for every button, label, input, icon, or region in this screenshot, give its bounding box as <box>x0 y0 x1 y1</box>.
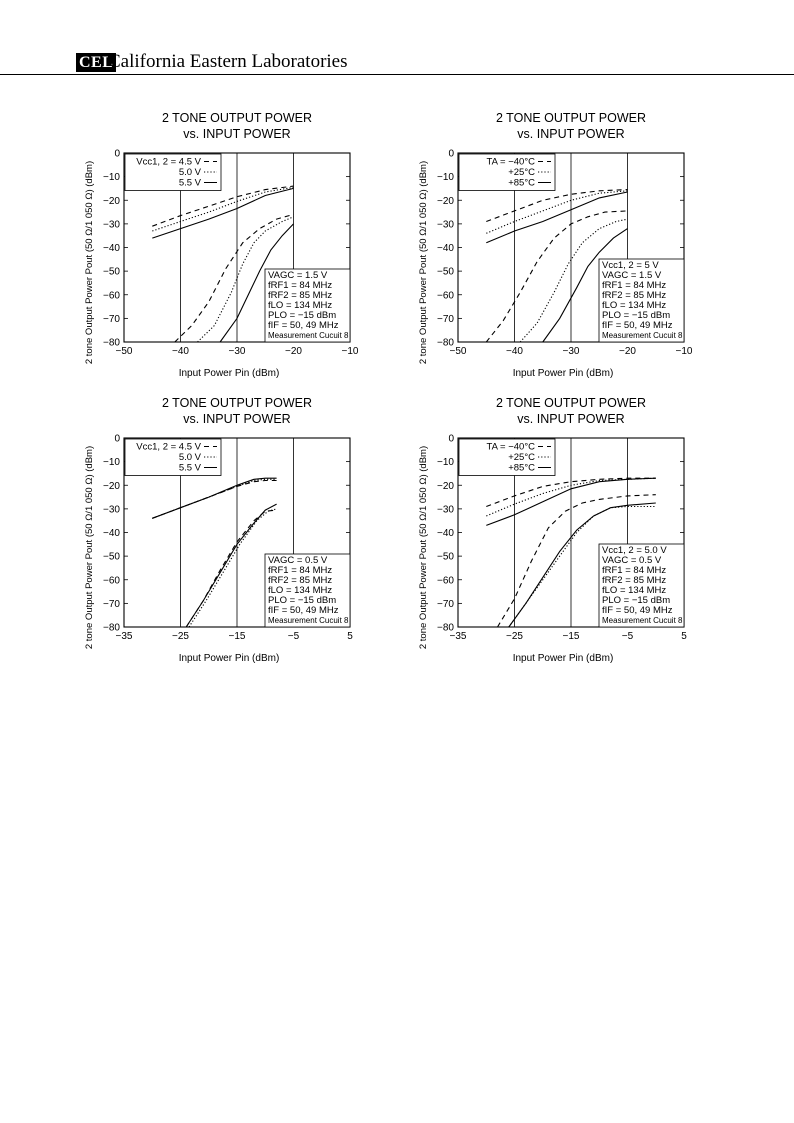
series-line <box>189 509 277 627</box>
condition-line: Measurement Cucuit 8 <box>268 331 349 340</box>
legend-entry: +85°C <box>508 462 535 474</box>
y-tick-label: −70 <box>103 313 120 325</box>
y-tick-label: 0 <box>114 433 120 445</box>
legend-entry: +85°C <box>508 177 535 189</box>
legend-entry: 5.0 V <box>178 167 201 178</box>
condition-line: PLO = −15 dBm <box>268 310 337 321</box>
condition-line: fRF1 = 84 MHz <box>602 565 667 576</box>
y-tick-label: −70 <box>437 598 454 610</box>
x-tick-label: 5 <box>681 631 687 642</box>
condition-line: VAGC = 1.5 V <box>602 270 662 281</box>
y-tick-label: −10 <box>103 457 120 469</box>
x-tick-label: −50 <box>115 346 133 357</box>
condition-line: fRF2 = 85 MHz <box>268 290 333 301</box>
condition-line: Measurement Cucuit 8 <box>602 331 683 340</box>
y-tick-label: −10 <box>103 172 120 184</box>
y-tick-label: −40 <box>437 528 454 539</box>
condition-line: Vcc1, 2 = 5.0 V <box>602 545 667 556</box>
y-tick-label: −60 <box>437 575 454 587</box>
condition-line: fIF = 50, 49 MHz <box>268 320 339 331</box>
condition-line: Measurement Cucuit 8 <box>602 616 683 625</box>
condition-line: fLO = 134 MHz <box>268 300 333 311</box>
series-line <box>152 188 293 238</box>
condition-line: PLO = −15 dBm <box>602 595 671 606</box>
y-tick-label: −50 <box>437 551 454 563</box>
x-tick-label: −10 <box>341 346 359 357</box>
x-tick-label: −30 <box>228 346 246 357</box>
series-line <box>152 479 276 518</box>
legend-entry: Vcc1, 2 = 4.5 V <box>136 441 201 453</box>
series-line <box>186 510 276 627</box>
condition-line: Measurement Cucuit 8 <box>268 616 349 625</box>
x-tick-label: −35 <box>449 631 467 642</box>
y-tick-label: −40 <box>103 243 120 254</box>
y-tick-label: −20 <box>437 480 454 492</box>
y-tick-label: −60 <box>437 290 454 302</box>
y-tick-label: −30 <box>103 219 120 231</box>
y-tick-label: −50 <box>437 266 454 278</box>
chart-title-line: vs. INPUT POWER <box>183 412 291 426</box>
x-tick-label: −10 <box>675 346 693 357</box>
condition-line: fLO = 134 MHz <box>602 300 667 311</box>
y-tick-label: −20 <box>103 480 120 492</box>
chart-title-line: 2 TONE OUTPUT POWER <box>495 111 647 125</box>
page-header <box>0 0 794 76</box>
y-tick-label: −30 <box>437 219 454 231</box>
condition-line: fIF = 50, 49 MHz <box>602 320 673 331</box>
y-tick-label: −80 <box>437 337 454 349</box>
condition-line: fRF1 = 84 MHz <box>268 565 333 576</box>
condition-line: VAGC = 1.5 V <box>268 270 328 281</box>
legend-entry: 5.5 V <box>178 177 201 189</box>
legend-entry: +25°C <box>508 452 535 463</box>
chart-title-line: 2 TONE OUTPUT POWER <box>161 111 313 125</box>
condition-line: fLO = 134 MHz <box>268 585 333 596</box>
y-tick-label: −10 <box>437 457 454 469</box>
y-tick-label: −50 <box>103 551 120 563</box>
chart-title-line: 2 TONE OUTPUT POWER <box>495 396 647 410</box>
chart-bottom-right <box>410 390 710 670</box>
y-tick-label: −10 <box>437 172 454 184</box>
x-tick-label: −30 <box>562 346 580 357</box>
x-tick-label: −15 <box>228 631 246 642</box>
y-tick-label: 0 <box>114 148 120 160</box>
x-axis-label: Input Power Pin (dBm) <box>512 368 614 379</box>
header-rule <box>0 74 794 75</box>
condition-line: Vcc1, 2 = 5 V <box>602 260 659 271</box>
condition-line: fRF2 = 85 MHz <box>268 575 333 586</box>
y-tick-label: −60 <box>103 575 120 587</box>
y-tick-label: 0 <box>448 148 454 160</box>
x-tick-label: −35 <box>115 631 133 642</box>
legend-entry: 5.5 V <box>178 462 201 474</box>
y-tick-label: −70 <box>437 313 454 325</box>
x-tick-label: −40 <box>172 346 189 357</box>
x-axis-label: Input Power Pin (dBm) <box>178 368 280 379</box>
chart-title-line: vs. INPUT POWER <box>517 127 625 141</box>
legend-entry: +25°C <box>508 167 535 178</box>
condition-line: fRF1 = 84 MHz <box>602 280 667 291</box>
x-tick-label: −20 <box>285 346 302 357</box>
condition-line: fLO = 134 MHz <box>602 585 667 596</box>
y-axis-label: 2 tone Output Power Pout (50 Ω/1 050 Ω) (dBm) <box>418 160 429 365</box>
condition-line: fIF = 50, 49 MHz <box>268 605 339 616</box>
x-tick-label: −5 <box>621 631 634 642</box>
y-tick-label: −20 <box>437 195 454 207</box>
y-axis-label: 2 tone Output Power Pout (50 Ω/1 050 Ω) (dBm) <box>418 445 429 650</box>
x-tick-label: −25 <box>172 631 189 642</box>
y-tick-label: 0 <box>448 433 454 445</box>
y-tick-label: −60 <box>103 290 120 302</box>
condition-line: fIF = 50, 49 MHz <box>602 605 673 616</box>
chart-bottom-left <box>76 390 376 670</box>
x-axis-label: Input Power Pin (dBm) <box>178 653 280 664</box>
chart-top-left <box>76 105 376 385</box>
x-tick-label: −5 <box>287 631 300 642</box>
condition-line: fRF1 = 84 MHz <box>268 280 333 291</box>
y-tick-label: −50 <box>103 266 120 278</box>
y-tick-label: −80 <box>103 337 120 349</box>
y-tick-label: −70 <box>103 598 120 610</box>
legend-entry: TA = −40°C <box>486 156 535 168</box>
cel-logo: CEL <box>76 53 116 72</box>
condition-line: VAGC = 0.5 V <box>268 555 328 566</box>
condition-line: PLO = −15 dBm <box>602 310 671 321</box>
y-tick-label: −30 <box>103 504 120 516</box>
y-tick-label: −80 <box>437 622 454 634</box>
x-tick-label: −25 <box>506 631 523 642</box>
y-axis-label: 2 tone Output Power Pout (50 Ω/1 050 Ω) (dBm) <box>84 445 95 650</box>
legend-entry: 5.0 V <box>178 452 201 463</box>
legend-entry: Vcc1, 2 = 4.5 V <box>136 156 201 168</box>
x-tick-label: −40 <box>506 346 523 357</box>
chart-title-line: vs. INPUT POWER <box>183 127 291 141</box>
y-axis-label: 2 tone Output Power Pout (50 Ω/1 050 Ω) (dBm) <box>84 160 95 365</box>
x-axis-label: Input Power Pin (dBm) <box>512 653 614 664</box>
condition-line: fRF2 = 85 MHz <box>602 575 667 586</box>
x-tick-label: −50 <box>449 346 467 357</box>
y-tick-label: −40 <box>103 528 120 539</box>
legend-entry: TA = −40°C <box>486 441 535 453</box>
condition-line: PLO = −15 dBm <box>268 595 337 606</box>
series-line <box>186 504 276 627</box>
series-line <box>152 481 276 519</box>
x-tick-label: −15 <box>562 631 580 642</box>
series-line <box>486 190 627 222</box>
y-tick-label: −40 <box>437 243 454 254</box>
y-tick-label: −30 <box>437 504 454 516</box>
y-tick-label: −20 <box>103 195 120 207</box>
condition-line: VAGC = 0.5 V <box>602 555 662 566</box>
chart-top-right <box>410 105 710 385</box>
x-tick-label: 5 <box>347 631 353 642</box>
company-name: California Eastern Laboratories <box>108 51 348 72</box>
y-tick-label: −80 <box>103 622 120 634</box>
chart-title-line: 2 TONE OUTPUT POWER <box>161 396 313 410</box>
series-line <box>152 186 293 226</box>
series-line <box>152 478 276 518</box>
x-tick-label: −20 <box>619 346 636 357</box>
chart-title-line: vs. INPUT POWER <box>517 412 625 426</box>
condition-line: fRF2 = 85 MHz <box>602 290 667 301</box>
